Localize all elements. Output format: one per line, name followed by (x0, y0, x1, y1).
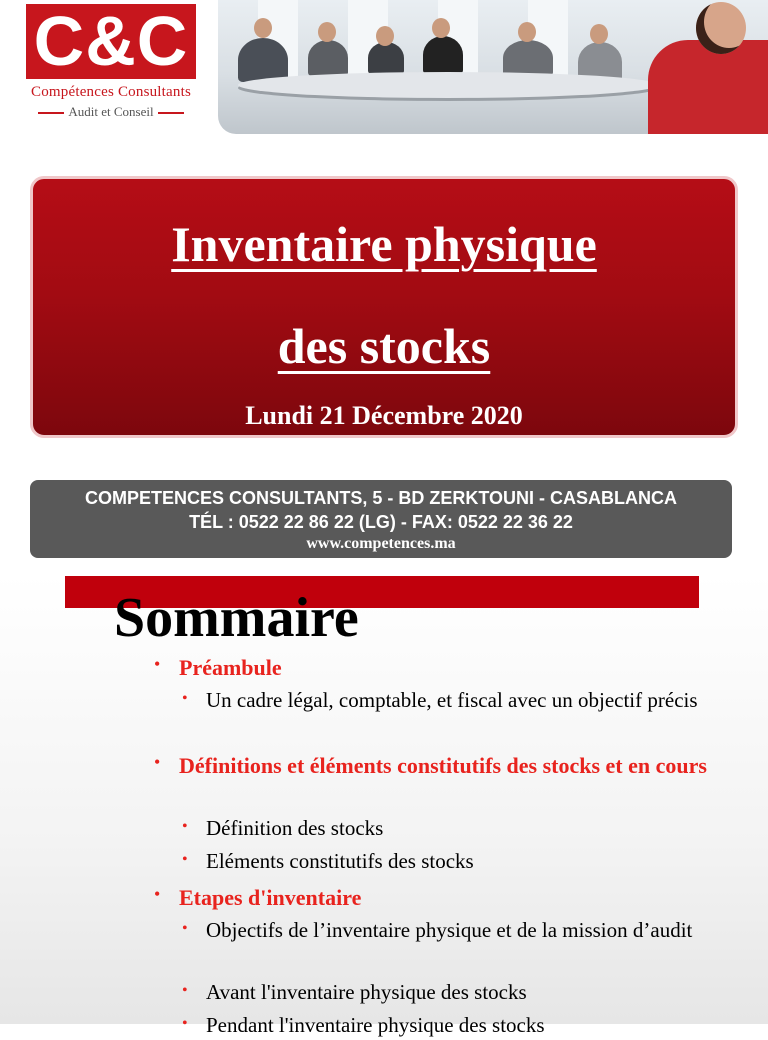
logo-tagline: Audit et Conseil (18, 104, 204, 120)
list-item: Avant l'inventaire physique des stocks (206, 980, 527, 1004)
bullet-icon: • (182, 851, 188, 868)
photo-person-head (432, 18, 450, 38)
bullet-icon: • (154, 654, 161, 674)
contact-website[interactable]: www.competences.ma (306, 535, 456, 552)
bullet-icon: • (182, 690, 188, 707)
photo-woman (648, 40, 768, 134)
presentation-date: Lundi 21 Décembre 2020 (245, 401, 523, 430)
summary-title: Sommaire (114, 587, 359, 649)
list-item: Pendant l'inventaire physique des stocks (206, 1013, 545, 1037)
photo-person-head (590, 24, 608, 44)
contact-address: COMPETENCES CONSULTANTS, 5 - BD ZERKTOUNI - CASABLANCA (84, 488, 677, 508)
photo-person (368, 42, 404, 74)
bullet-icon: • (182, 920, 188, 937)
title-banner (30, 176, 738, 438)
photo-person (423, 36, 463, 74)
contact-phone: TÉL : 0522 22 86 22 (LG) - FAX: 0522 22 36 22 (189, 512, 573, 532)
contact-box (30, 480, 732, 558)
photo-person (308, 40, 348, 76)
photo-person (238, 38, 288, 82)
photo-person (503, 40, 553, 76)
title-line-2: des stocks (277, 318, 491, 374)
photo-person-head (318, 22, 336, 42)
summary-section (0, 574, 768, 1037)
list-item: Objectifs de l’inventaire physique et de la mission d’audit (206, 918, 693, 942)
photo-person-head (254, 18, 272, 38)
photo-person-head (376, 26, 394, 46)
photo-person-head (518, 22, 536, 42)
photo-woman-head (696, 2, 746, 54)
logo-subtitle: Compétences Consultants (31, 84, 191, 100)
list-item: Eléments constitutifs des stocks (206, 849, 474, 873)
list-item: Un cadre légal, comptable, et fiscal avec un objectif précis (206, 688, 698, 712)
list-item: Etapes d'inventaire (179, 885, 362, 910)
meeting-photo (218, 0, 768, 134)
title-line-1: Inventaire physique (171, 216, 597, 272)
list-item: Définitions et éléments constitutifs des stocks et en cours (179, 753, 707, 778)
bullet-icon: • (182, 982, 188, 999)
logo-mark: C&C (26, 4, 196, 79)
company-logo (18, 2, 204, 122)
list-item: Préambule (179, 655, 282, 680)
photo-table (238, 72, 658, 98)
bullet-icon: • (154, 752, 161, 772)
bullet-icon: • (182, 818, 188, 835)
bullet-icon: • (154, 884, 161, 904)
list-item: Définition des stocks (206, 816, 384, 840)
bullet-icon: • (182, 1015, 188, 1032)
